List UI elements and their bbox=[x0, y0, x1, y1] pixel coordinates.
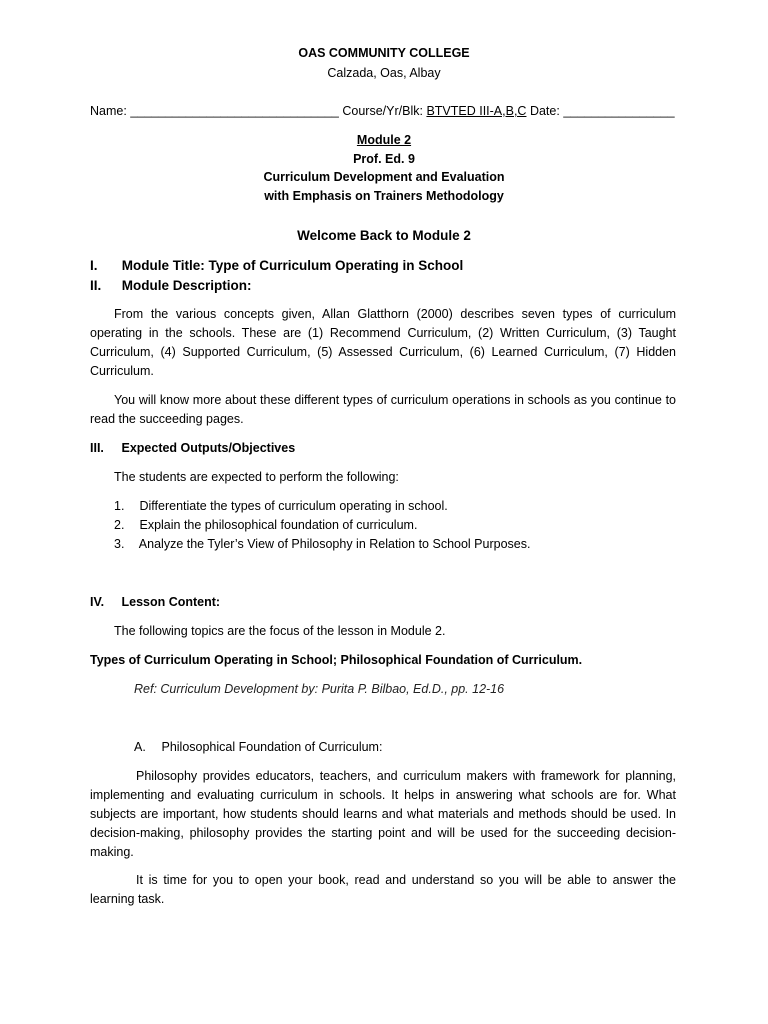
lesson-intro: The following topics are the focus of the lesson in Module 2. bbox=[114, 624, 446, 638]
course-value: BTVTED III-A,B,C bbox=[426, 104, 527, 118]
section-4: IV. Lesson Content: bbox=[90, 595, 221, 609]
module-title-line2: with Emphasis on Trainers Methodology bbox=[264, 189, 504, 203]
lesson-topics: Types of Curriculum Operating in School; Philosophical Foundation of Curriculum. bbox=[90, 653, 583, 667]
date-blank: ________________ bbox=[563, 104, 675, 118]
name-blank: ______________________________ bbox=[130, 104, 339, 118]
course-code: Prof. Ed. 9 bbox=[353, 152, 415, 166]
date-label: Date: bbox=[529, 104, 560, 118]
philosophy-paragraph-1: Philosophy provides educators, teachers, and curriculum makers with framework for planning, implementing and evaluating curriculum in schools. It helps in answering what schools are for. What subjects are important, how students should learns and what materials and methods should be used. In decision-making, philosophy provides the starting point and will be used for the succeeding decision-making. bbox=[90, 769, 676, 859]
section-1: I. Module Title: Type of Curriculum Operating in School bbox=[90, 258, 464, 273]
name-label: Name: bbox=[90, 104, 127, 118]
module-title-line1: Curriculum Development and Evaluation bbox=[263, 170, 505, 184]
objective-item: 2. Explain the philosophical foundation of curriculum. bbox=[114, 518, 418, 532]
description-paragraph-2: You will know more about these different types of curriculum operations in schools as you continue to read the succeeding pages. bbox=[90, 393, 676, 426]
section-2: II. Module Description: bbox=[90, 278, 252, 293]
college-address: Calzada, Oas, Albay bbox=[327, 66, 441, 80]
philosophy-paragraph-2: It is time for you to open your book, read and understand so you will be able to answer the learning task. bbox=[90, 873, 676, 906]
college-name: OAS COMMUNITY COLLEGE bbox=[298, 46, 470, 60]
reference-citation: Ref: Curriculum Development by: Purita P. Bilbao, Ed.D., pp. 12-16 bbox=[134, 682, 505, 696]
form-line bbox=[90, 102, 675, 121]
objective-item: 3. Analyze the Tyler’s View of Philosophy in Relation to School Purposes. bbox=[114, 537, 531, 551]
subsection-a: A. Philosophical Foundation of Curriculum: bbox=[134, 740, 383, 754]
objective-item: 1. Differentiate the types of curriculum operating in school. bbox=[114, 499, 448, 513]
module-number: Module 2 bbox=[356, 133, 412, 147]
objectives-intro: The students are expected to perform the following: bbox=[114, 470, 399, 484]
course-label: Course/Yr/Blk: bbox=[342, 104, 423, 118]
welcome-heading: Welcome Back to Module 2 bbox=[297, 228, 471, 243]
section-3: III. Expected Outputs/Objectives bbox=[90, 441, 296, 455]
description-paragraph-1: From the various concepts given, Allan Glatthorn (2000) describes seven types of curriculum operating in the schools. These are (1) Recommend Curriculum, (2) Written Curriculum, (3) Taught Curriculum, (4) Supported Curriculum, (5) Assessed Curriculum, (6) Learned Curriculum, (7) Hidden Curriculum. bbox=[90, 307, 676, 378]
